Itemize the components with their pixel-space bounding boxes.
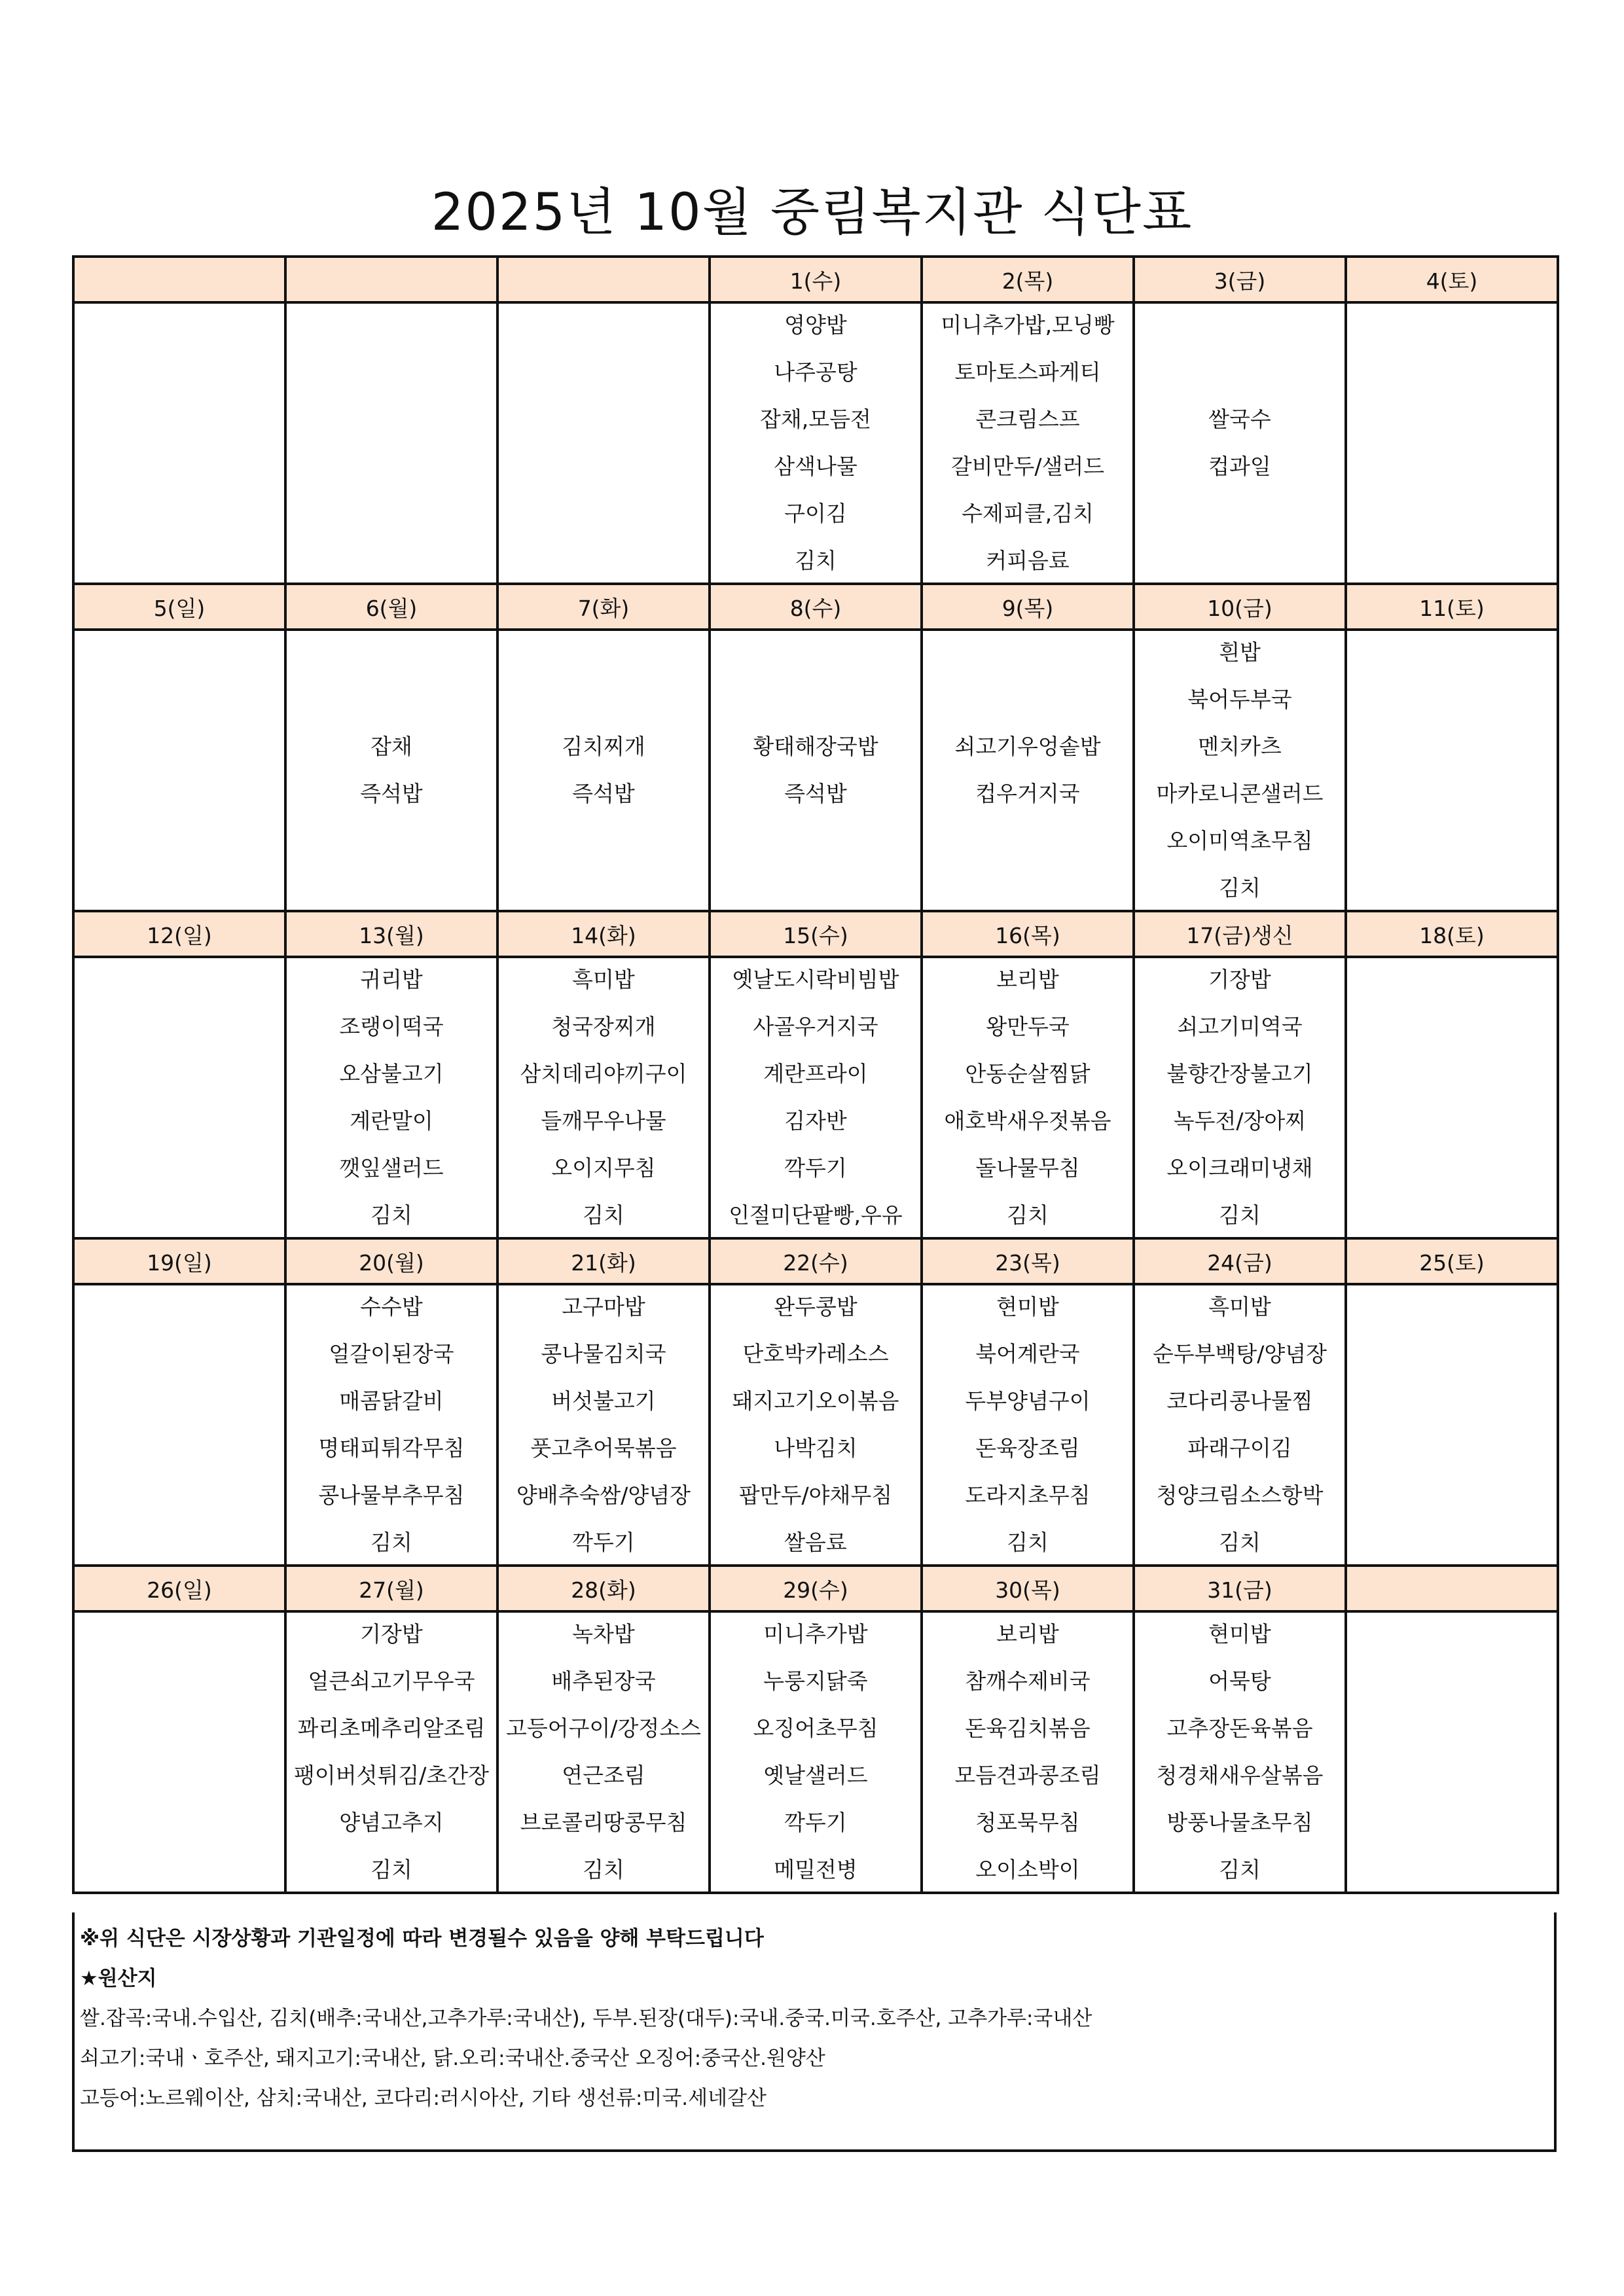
menu-cell — [1134, 302, 1346, 584]
menu-list — [923, 1613, 1132, 1892]
menu-list — [287, 1613, 496, 1892]
menu-item: 오이크래미냉채 — [1166, 1155, 1313, 1181]
menu-item: 쌀음료 — [784, 1530, 847, 1555]
menu-cell — [73, 302, 285, 584]
menu-cell — [1346, 302, 1558, 584]
day-header-cell: 31(금) — [1134, 1566, 1346, 1611]
menu-cell — [1346, 630, 1558, 911]
menu-item: 쌀국수 — [1208, 406, 1271, 432]
menu-cell — [285, 1284, 497, 1566]
day-header-cell: 26(일) — [73, 1566, 285, 1611]
menu-item: 청양크림소스항박 — [1156, 1482, 1324, 1508]
origin-heading: ★원산지 — [80, 1967, 157, 1990]
menu-item: 고등어구이/강정소스 — [505, 1715, 702, 1741]
menu-item: 콩나물김치국 — [541, 1341, 666, 1367]
menu-cell — [1346, 1284, 1558, 1566]
menu-item: 양념고추지 — [339, 1810, 444, 1835]
menu-item: 두부양념구이 — [965, 1388, 1091, 1414]
day-header-cell: 27(월) — [285, 1566, 497, 1611]
menu-item: 현미밥 — [1208, 1621, 1271, 1647]
menu-cell — [285, 302, 497, 584]
menu-row — [73, 630, 1558, 911]
day-header-cell: 20(월) — [285, 1238, 497, 1284]
menu-item: 흑미밥 — [572, 967, 635, 992]
menu-item: 옛날도시락비빔밥 — [732, 967, 899, 992]
menu-item: 삼치데리야끼구이 — [520, 1061, 687, 1086]
menu-item: 김치 — [370, 1530, 412, 1555]
notes-box — [72, 1912, 1557, 2152]
menu-item: 돼지고기오이볶음 — [732, 1388, 899, 1414]
menu-item: 연근조림 — [562, 1763, 645, 1788]
menu-list — [75, 304, 284, 583]
menu-item: 깍두기 — [784, 1810, 847, 1835]
menu-item: 김치 — [1219, 1857, 1261, 1882]
menu-item: 보리밥 — [996, 1621, 1059, 1647]
day-header-cell: 29(수) — [710, 1566, 922, 1611]
menu-cell — [922, 1611, 1134, 1893]
menu-item: 잡채,모듬전 — [760, 406, 871, 432]
day-header-cell: 30(목) — [922, 1566, 1134, 1611]
menu-item: 김치 — [795, 548, 837, 573]
day-header-row — [73, 911, 1558, 957]
day-header-cell: 18(토) — [1346, 911, 1558, 957]
page-title: 2025년 10월 중림복지관 식단표 — [431, 183, 1193, 242]
menu-row — [73, 1284, 1558, 1566]
menu-cell — [710, 630, 922, 911]
menu-item: 안동순살찜닭 — [965, 1061, 1091, 1086]
menu-item: 나주공탕 — [774, 359, 857, 385]
menu-item: 콩나물부추무침 — [318, 1482, 465, 1508]
menu-item: 메밀전병 — [774, 1857, 857, 1882]
menu-list — [923, 1285, 1132, 1564]
menu-item: 오이지무침 — [551, 1155, 656, 1181]
menu-item: 컵과일 — [1208, 454, 1271, 479]
menu-item: 흰밥 — [1219, 639, 1261, 665]
menu-item: 인절미단팥빵,우유 — [729, 1202, 903, 1228]
menu-item: 도라지초무침 — [965, 1482, 1091, 1508]
menu-item: 수수밥 — [360, 1294, 423, 1319]
day-header-cell: 2(목) — [922, 257, 1134, 302]
menu-item: 김치 — [1219, 875, 1261, 901]
menu-item: 단호박카레소스 — [742, 1341, 889, 1367]
menu-cell — [497, 630, 710, 911]
day-header-cell: 11(토) — [1346, 584, 1558, 630]
day-header-cell: 24(금) — [1134, 1238, 1346, 1284]
day-header-cell — [73, 257, 285, 302]
menu-item: 매콤닭갈비 — [339, 1388, 444, 1414]
menu-item: 김자반 — [784, 1108, 847, 1134]
day-header-cell: 23(목) — [922, 1238, 1134, 1284]
menu-item: 김치 — [370, 1857, 412, 1882]
menu-item: 고추장돈육볶음 — [1166, 1715, 1313, 1741]
menu-list — [711, 1613, 920, 1892]
menu-item: 어묵탕 — [1208, 1668, 1271, 1694]
day-header-cell: 19(일) — [73, 1238, 285, 1284]
menu-list — [1347, 1613, 1557, 1892]
menu-list — [711, 1285, 920, 1564]
menu-item: 오삼불고기 — [339, 1061, 444, 1086]
menu-cell — [922, 302, 1134, 584]
menu-cell — [1134, 630, 1346, 911]
menu-item: 브로콜리땅콩무침 — [520, 1810, 687, 1835]
day-header-row — [73, 1238, 1558, 1284]
menu-item: 코다리콩나물찜 — [1166, 1388, 1313, 1414]
menu-list — [287, 631, 496, 910]
menu-item: 청경채새우살볶음 — [1156, 1763, 1324, 1788]
menu-item: 얼큰쇠고기무우국 — [308, 1668, 475, 1694]
menu-item: 파래구이김 — [1187, 1435, 1292, 1461]
menu-list — [711, 304, 920, 583]
menu-cell — [1134, 1611, 1346, 1893]
menu-item: 사골우거지국 — [753, 1014, 878, 1039]
menu-item: 배추된장국 — [551, 1668, 656, 1694]
day-header-cell: 21(화) — [497, 1238, 710, 1284]
menu-cell — [710, 302, 922, 584]
menu-cell — [497, 1611, 710, 1893]
menu-item: 기장밥 — [360, 1621, 423, 1647]
menu-item: 얼갈이된장국 — [329, 1341, 454, 1367]
menu-cell — [73, 957, 285, 1238]
menu-cell — [73, 1284, 285, 1566]
menu-list — [499, 304, 708, 583]
menu-item: 나박김치 — [774, 1435, 857, 1461]
menu-item: 오이미역초무침 — [1166, 828, 1313, 853]
menu-cell — [1134, 1284, 1346, 1566]
origin-line: 쌀.잡곡:국내.수입산, 김치(배추:국내산,고추가루:국내산), 두부.된장(대두):국내.중국.미국.호주산, 고추가루:국내산 — [80, 2007, 1092, 2030]
menu-item: 쇠고기미역국 — [1177, 1014, 1303, 1039]
menu-item: 흑미밥 — [1208, 1294, 1271, 1319]
menu-item: 팝만두/야채무침 — [738, 1482, 893, 1508]
day-header-cell — [1346, 1566, 1558, 1611]
menu-item: 청국장찌개 — [551, 1014, 656, 1039]
menu-list — [75, 1285, 284, 1564]
day-header-cell: 28(화) — [497, 1566, 710, 1611]
day-header-cell — [285, 257, 497, 302]
menu-item: 즉석밥 — [360, 781, 423, 806]
day-header-cell: 25(토) — [1346, 1238, 1558, 1284]
menu-cell — [710, 1284, 922, 1566]
menu-item: 계란프라이 — [763, 1061, 868, 1086]
day-header-cell: 6(월) — [285, 584, 497, 630]
day-header-cell: 3(금) — [1134, 257, 1346, 302]
menu-list — [1347, 1285, 1557, 1564]
day-header-row — [73, 584, 1558, 630]
day-header-cell: 22(수) — [710, 1238, 922, 1284]
menu-item: 순두부백탕/양념장 — [1152, 1341, 1327, 1367]
menu-cell — [285, 957, 497, 1238]
menu-list — [923, 631, 1132, 910]
menu-row — [73, 302, 1558, 584]
menu-item: 김치 — [370, 1202, 412, 1228]
menu-cell — [710, 1611, 922, 1893]
menu-item: 보리밥 — [996, 967, 1059, 992]
menu-list — [1347, 304, 1557, 583]
menu-item: 완두콩밥 — [774, 1294, 857, 1319]
menu-list — [1135, 304, 1344, 583]
menu-item: 왕만두국 — [986, 1014, 1070, 1039]
menu-item: 양배추숙쌈/양념장 — [516, 1482, 691, 1508]
menu-list — [1135, 1613, 1344, 1892]
menu-cell — [1134, 957, 1346, 1238]
menu-item: 김치 — [1007, 1530, 1049, 1555]
menu-row — [73, 1611, 1558, 1893]
menu-list — [711, 958, 920, 1237]
day-header-cell: 7(화) — [497, 584, 710, 630]
menu-row — [73, 957, 1558, 1238]
menu-item: 명태피튀각무침 — [318, 1435, 465, 1461]
menu-list — [1347, 631, 1557, 910]
menu-cell — [922, 630, 1134, 911]
menu-item: 오이소박이 — [975, 1857, 1080, 1882]
menu-item: 컵우거지국 — [975, 781, 1080, 806]
menu-list — [75, 958, 284, 1237]
menu-cell — [285, 630, 497, 911]
menu-item: 녹두전/장아찌 — [1173, 1108, 1307, 1134]
menu-item: 쇠고기우엉솥밥 — [954, 734, 1101, 759]
change-notice: ※위 식단은 시장상황과 기관일정에 따라 변경될수 있음을 양해 부탁드립니다 — [80, 1927, 764, 1950]
menu-item: 모듬견과콩조림 — [954, 1763, 1101, 1788]
menu-list — [287, 304, 496, 583]
origin-line: 고등어:노르웨이산, 삼치:국내산, 코다리:러시아산, 기타 생선류:미국.세네갈산 — [80, 2087, 767, 2110]
day-header-cell — [497, 257, 710, 302]
origin-line: 쇠고기:국내ㆍ호주산, 돼지고기:국내산, 닭.오리:국내산.중국산 오징어:중국산.원양산 — [80, 2047, 825, 2070]
day-header-cell: 17(금)생신 — [1134, 911, 1346, 957]
meal-calendar — [72, 255, 1559, 1894]
menu-cell — [1346, 1611, 1558, 1893]
menu-list — [75, 1613, 284, 1892]
menu-item: 오징어초무침 — [753, 1715, 878, 1741]
menu-list — [711, 631, 920, 910]
menu-item: 토마토스파게티 — [954, 359, 1101, 385]
menu-item: 깻잎샐러드 — [339, 1155, 444, 1181]
menu-item: 커피음료 — [986, 548, 1070, 573]
menu-item: 애호박새우젓볶음 — [944, 1108, 1111, 1134]
menu-item: 즉석밥 — [784, 781, 847, 806]
menu-item: 돈육장조림 — [975, 1435, 1080, 1461]
day-header-cell: 10(금) — [1134, 584, 1346, 630]
menu-list — [499, 958, 708, 1237]
menu-list — [1135, 631, 1344, 910]
menu-item: 마카로니콘샐러드 — [1156, 781, 1324, 806]
menu-item: 돈육김치볶음 — [965, 1715, 1091, 1741]
menu-list — [499, 1285, 708, 1564]
menu-item: 김치 — [583, 1202, 624, 1228]
day-header-row — [73, 1566, 1558, 1611]
menu-list — [287, 1285, 496, 1564]
menu-item: 현미밥 — [996, 1294, 1059, 1319]
menu-item: 계란말이 — [350, 1108, 433, 1134]
menu-list — [923, 958, 1132, 1237]
menu-item: 북어계란국 — [975, 1341, 1080, 1367]
menu-cell — [922, 957, 1134, 1238]
menu-item: 방풍나물초무침 — [1166, 1810, 1313, 1835]
menu-item: 미니추가밥,모닝빵 — [941, 312, 1115, 338]
menu-list — [1135, 958, 1344, 1237]
menu-cell — [922, 1284, 1134, 1566]
menu-cell — [710, 957, 922, 1238]
menu-item: 김치 — [1219, 1530, 1261, 1555]
day-header-row — [73, 257, 1558, 302]
day-header-cell: 9(목) — [922, 584, 1134, 630]
menu-list — [287, 958, 496, 1237]
day-header-cell: 14(화) — [497, 911, 710, 957]
menu-item: 김치 — [583, 1857, 624, 1882]
menu-item: 옛날샐러드 — [763, 1763, 868, 1788]
day-header-cell: 5(일) — [73, 584, 285, 630]
menu-item: 들깨무우나물 — [541, 1108, 666, 1134]
menu-item: 돌나물무침 — [975, 1155, 1080, 1181]
menu-item: 황태해장국밥 — [753, 734, 878, 759]
day-header-cell: 12(일) — [73, 911, 285, 957]
menu-cell — [497, 1284, 710, 1566]
menu-item: 김치찌개 — [562, 734, 645, 759]
menu-item: 청포묵무침 — [975, 1810, 1080, 1835]
menu-item: 수제피클,김치 — [962, 501, 1094, 526]
menu-item: 참깨수제비국 — [965, 1668, 1091, 1694]
menu-list — [75, 631, 284, 910]
menu-item: 누룽지닭죽 — [763, 1668, 868, 1694]
menu-item: 김치 — [1007, 1202, 1049, 1228]
day-header-cell: 8(수) — [710, 584, 922, 630]
day-header-cell: 4(토) — [1346, 257, 1558, 302]
menu-item: 영양밥 — [784, 312, 847, 338]
menu-item: 꽈리초메추리알조림 — [297, 1715, 486, 1741]
menu-item: 멘치카츠 — [1198, 734, 1282, 759]
menu-item: 조랭이떡국 — [339, 1014, 444, 1039]
menu-item: 구이김 — [784, 501, 847, 526]
menu-cell — [1346, 957, 1558, 1238]
menu-item: 풋고추어묵볶음 — [530, 1435, 677, 1461]
day-header-cell: 13(월) — [285, 911, 497, 957]
menu-item: 북어두부국 — [1187, 687, 1292, 712]
menu-item: 미니추가밥 — [763, 1621, 868, 1647]
menu-list — [499, 1613, 708, 1892]
menu-item: 녹차밥 — [572, 1621, 635, 1647]
menu-cell — [497, 957, 710, 1238]
menu-item: 버섯불고기 — [551, 1388, 656, 1414]
menu-list — [923, 304, 1132, 583]
menu-item: 깍두기 — [784, 1155, 847, 1181]
menu-item: 기장밥 — [1208, 967, 1271, 992]
menu-cell — [73, 1611, 285, 1893]
menu-item: 콘크림스프 — [975, 406, 1080, 432]
menu-item: 고구마밥 — [562, 1294, 645, 1319]
menu-list — [1347, 958, 1557, 1237]
menu-item: 깍두기 — [572, 1530, 635, 1555]
menu-item: 갈비만두/샐러드 — [950, 454, 1105, 479]
menu-item: 귀리밥 — [360, 967, 423, 992]
menu-item: 즉석밥 — [572, 781, 635, 806]
menu-list — [1135, 1285, 1344, 1564]
day-header-cell: 16(목) — [922, 911, 1134, 957]
day-header-cell: 15(수) — [710, 911, 922, 957]
menu-cell — [285, 1611, 497, 1893]
menu-item: 김치 — [1219, 1202, 1261, 1228]
menu-item: 팽이버섯튀김/초간장 — [293, 1763, 490, 1788]
menu-item: 불향간장불고기 — [1166, 1061, 1313, 1086]
menu-list — [499, 631, 708, 910]
menu-cell — [73, 630, 285, 911]
menu-item: 삼색나물 — [774, 454, 857, 479]
menu-item: 잡채 — [370, 734, 412, 759]
menu-cell — [497, 302, 710, 584]
day-header-cell: 1(수) — [710, 257, 922, 302]
